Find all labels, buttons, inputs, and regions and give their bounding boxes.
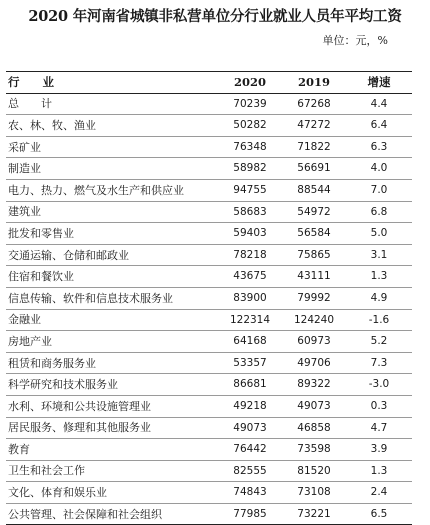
growth-cell: 6.5 bbox=[370, 507, 388, 520]
table-row bbox=[6, 482, 412, 504]
header-2019: 2019 bbox=[297, 74, 330, 89]
wage-2019-cell: 43111 bbox=[297, 270, 331, 283]
wage-2020-cell: 64168 bbox=[233, 335, 267, 348]
header-2020: 2020 bbox=[233, 74, 266, 89]
industry-cell: 制造业 bbox=[8, 162, 41, 176]
wage-2020-cell: 76348 bbox=[233, 140, 267, 153]
table-row bbox=[6, 287, 412, 309]
industry-cell: 采矿业 bbox=[8, 140, 41, 154]
wage-2020-cell: 83900 bbox=[233, 291, 267, 304]
industry-cell: 电力、热力、燃气及水生产和供应业 bbox=[8, 183, 184, 197]
wage-2019-cell: 75865 bbox=[297, 248, 331, 261]
wage-2020-cell: 49218 bbox=[233, 399, 267, 412]
industry-cell: 住宿和餐饮业 bbox=[8, 270, 74, 284]
table-row bbox=[6, 115, 412, 137]
table-row bbox=[6, 93, 412, 115]
industry-cell: 科学研究和技术服务业 bbox=[8, 378, 118, 392]
wage-2019-cell: 88544 bbox=[297, 184, 331, 197]
table-row bbox=[6, 417, 412, 439]
wage-2019-cell: 73221 bbox=[297, 507, 331, 520]
wage-2019-cell: 46858 bbox=[297, 421, 331, 434]
wage-2020-cell: 59403 bbox=[233, 227, 267, 240]
wage-2019-cell: 73598 bbox=[297, 443, 331, 456]
industry-cell: 居民服务、修理和其他服务业 bbox=[8, 421, 151, 435]
growth-cell: 6.8 bbox=[370, 205, 388, 218]
growth-cell: 5.0 bbox=[370, 227, 388, 240]
growth-cell: 3.1 bbox=[370, 248, 388, 261]
wage-2019-cell: 81520 bbox=[297, 464, 331, 477]
growth-cell: 7.3 bbox=[370, 356, 388, 369]
wage-2019-cell: 54972 bbox=[297, 205, 331, 218]
table-row bbox=[6, 136, 412, 158]
wage-2020-cell: 58982 bbox=[233, 162, 267, 175]
table-row bbox=[6, 179, 412, 201]
header-growth: 增速 bbox=[367, 74, 391, 89]
growth-cell: -1.6 bbox=[368, 313, 390, 326]
wage-2020-cell: 70239 bbox=[233, 97, 267, 110]
wage-2020-cell: 94755 bbox=[233, 184, 267, 197]
wage-2019-cell: 124240 bbox=[293, 313, 335, 326]
growth-cell: 3.9 bbox=[370, 443, 388, 456]
table-header-row bbox=[6, 72, 412, 94]
industry-cell: 水利、环境和公共设施管理业 bbox=[8, 399, 151, 413]
industry-cell: 房地产业 bbox=[8, 334, 52, 348]
industry-cell: 建筑业 bbox=[8, 205, 41, 219]
wage-2020-cell: 43675 bbox=[233, 270, 267, 283]
industry-cell: 金融业 bbox=[8, 313, 41, 327]
wage-2020-cell: 49073 bbox=[233, 421, 267, 434]
industry-cell: 总 计 bbox=[8, 97, 52, 111]
wage-2020-cell: 122314 bbox=[229, 313, 271, 326]
wage-2019-cell: 60973 bbox=[297, 335, 331, 348]
wage-2019-cell: 56584 bbox=[297, 227, 331, 240]
wage-2019-cell: 56691 bbox=[297, 162, 331, 175]
wage-2019-cell: 71822 bbox=[297, 140, 331, 153]
table-row bbox=[6, 244, 412, 266]
table-row bbox=[6, 352, 412, 374]
table-row bbox=[6, 158, 412, 180]
industry-cell: 卫生和社会工作 bbox=[8, 464, 85, 478]
wage-2020-cell: 77985 bbox=[233, 507, 267, 520]
growth-cell: 7.0 bbox=[370, 184, 388, 197]
growth-cell: 6.3 bbox=[370, 140, 388, 153]
growth-cell: 2.4 bbox=[370, 486, 388, 499]
table-row bbox=[6, 201, 412, 223]
growth-cell: 1.3 bbox=[370, 270, 388, 283]
wage-2020-cell: 50282 bbox=[233, 119, 267, 132]
wage-2019-cell: 73108 bbox=[297, 486, 331, 499]
wage-2020-cell: 78218 bbox=[233, 248, 267, 261]
table-row bbox=[6, 503, 412, 525]
wage-table bbox=[6, 71, 412, 525]
industry-cell: 批发和零售业 bbox=[8, 226, 74, 240]
table-row bbox=[6, 223, 412, 245]
growth-cell: 4.0 bbox=[370, 162, 388, 175]
growth-cell: 1.3 bbox=[370, 464, 388, 477]
table-row bbox=[6, 374, 412, 396]
table-row bbox=[6, 266, 412, 288]
growth-cell: 4.7 bbox=[370, 421, 388, 434]
wage-2020-cell: 74843 bbox=[233, 486, 267, 499]
industry-cell: 交通运输、仓储和邮政业 bbox=[8, 248, 129, 262]
growth-cell: 4.4 bbox=[370, 97, 388, 110]
industry-cell: 教育 bbox=[8, 442, 30, 456]
wage-2020-cell: 82555 bbox=[233, 464, 267, 477]
table-row bbox=[6, 395, 412, 417]
wage-2019-cell: 47272 bbox=[297, 119, 331, 132]
unit-label: 单位：元，% bbox=[322, 34, 388, 47]
growth-cell: 4.9 bbox=[370, 291, 388, 304]
wage-2019-cell: 49706 bbox=[297, 356, 331, 369]
industry-cell: 文化、体育和娱乐业 bbox=[8, 486, 107, 500]
wage-2020-cell: 76442 bbox=[233, 443, 267, 456]
growth-cell: 0.3 bbox=[370, 399, 388, 412]
wage-2019-cell: 89322 bbox=[297, 378, 331, 391]
industry-cell: 公共管理、社会保障和社会组织 bbox=[8, 507, 162, 521]
wage-2019-cell: 79992 bbox=[297, 291, 331, 304]
table-row bbox=[6, 439, 412, 461]
table-row bbox=[6, 309, 412, 331]
industry-cell: 农、林、牧、渔业 bbox=[8, 118, 96, 132]
wage-2020-cell: 53357 bbox=[233, 356, 267, 369]
wage-2020-cell: 58683 bbox=[233, 205, 267, 218]
growth-cell: -3.0 bbox=[368, 378, 390, 391]
industry-cell: 信息传输、软件和信息技术服务业 bbox=[8, 291, 173, 305]
table-row bbox=[6, 331, 412, 353]
table-body bbox=[6, 93, 412, 525]
header-industry: 行 业 bbox=[8, 74, 54, 89]
wage-2019-cell: 67268 bbox=[297, 97, 331, 110]
page-title: 2020 年河南省城镇非私营单位分行业就业人员年平均工资 bbox=[28, 8, 402, 25]
growth-cell: 5.2 bbox=[370, 335, 388, 348]
wage-2020-cell: 86681 bbox=[233, 378, 267, 391]
wage-2019-cell: 49073 bbox=[297, 399, 331, 412]
industry-cell: 租赁和商务服务业 bbox=[8, 356, 96, 370]
growth-cell: 6.4 bbox=[370, 119, 388, 132]
table-row bbox=[6, 460, 412, 482]
